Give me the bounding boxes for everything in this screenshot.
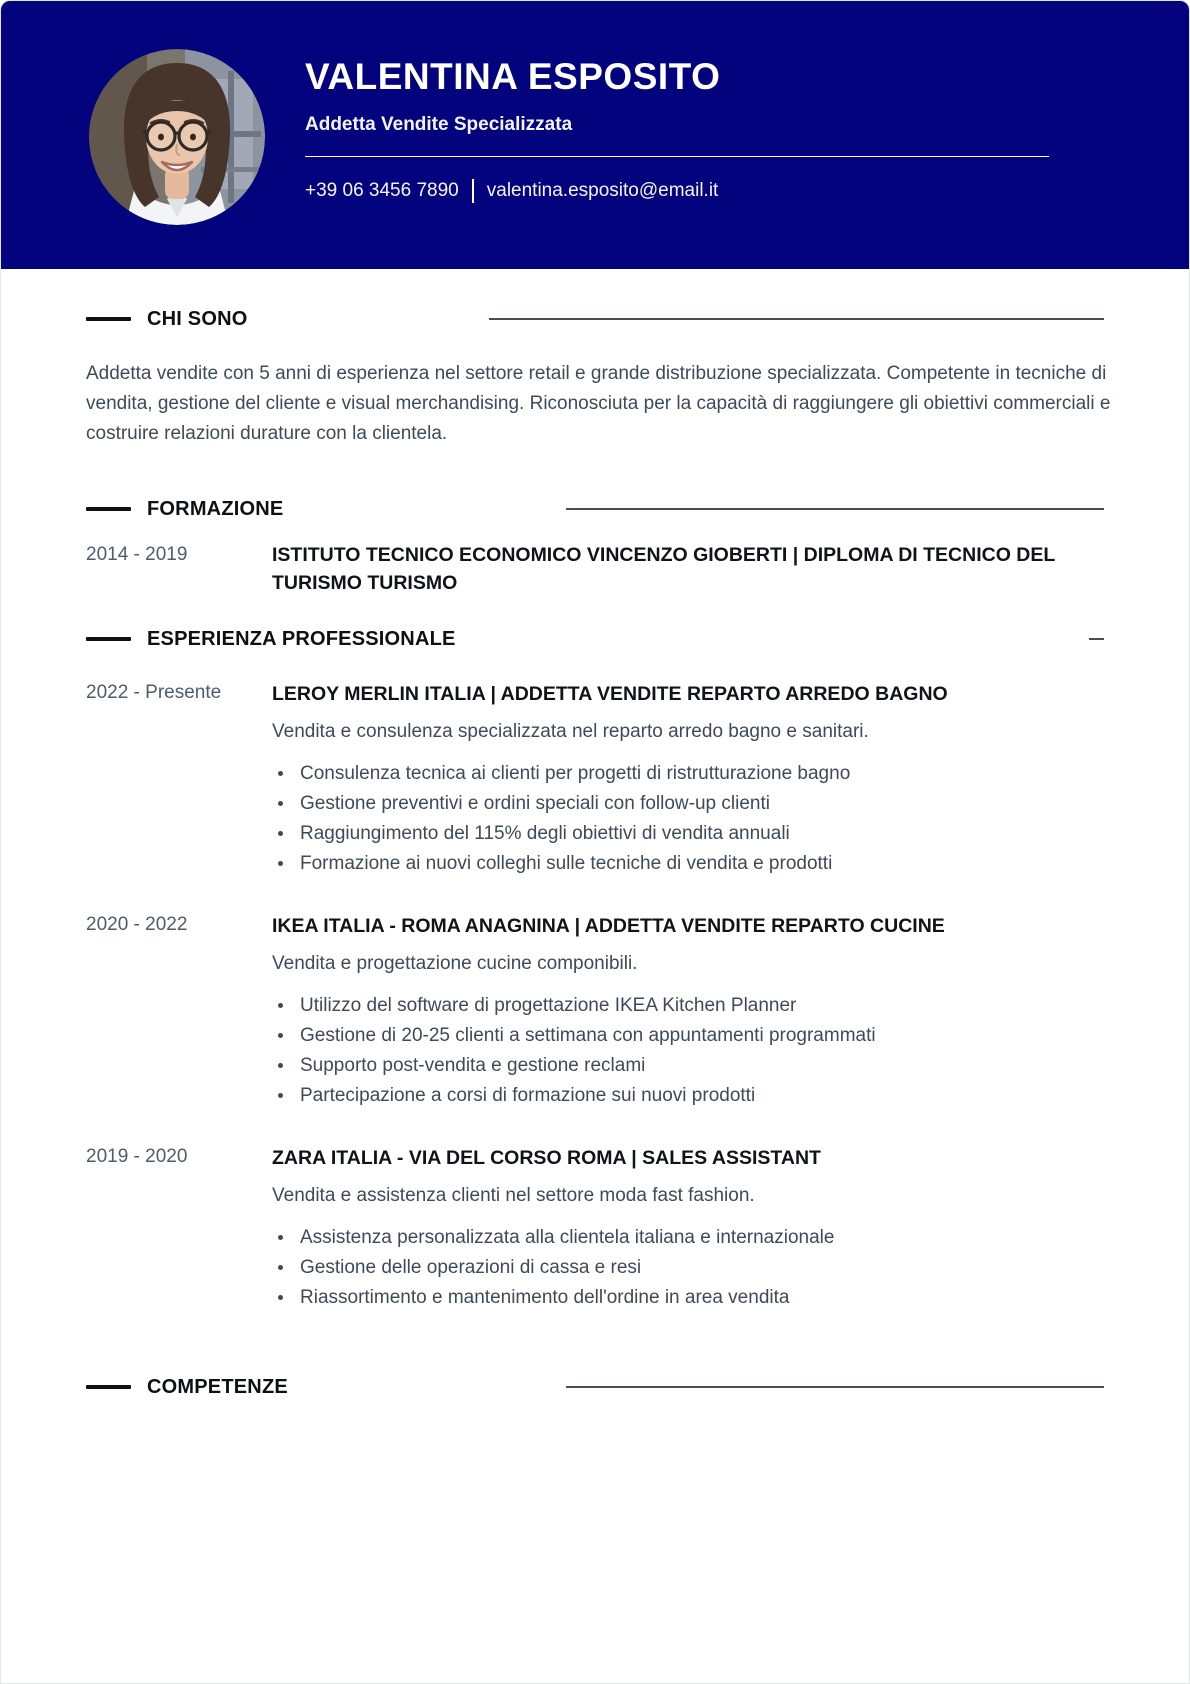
job-bullet-text: Formazione ai nuovi colleghi sulle tecniche di vendita e prodotti: [300, 853, 833, 874]
job-summary: Vendita e consulenza specializzata nel reparto arredo bagno e sanitari.: [272, 721, 869, 742]
email-address: valentina.esposito@email.it: [486, 179, 719, 201]
section-heading-esperienza: [86, 625, 1104, 653]
job-bullet-text: Utilizzo del software di progettazione IKEA Kitchen Planner: [300, 995, 797, 1016]
header-divider-line: [305, 156, 1049, 157]
job-bullet-text: Consulenza tecnica ai clienti per progetti di ristrutturazione bagno: [300, 763, 851, 784]
bullet-dot-icon: [278, 771, 283, 776]
job-bullet-list: [272, 759, 1104, 879]
section-dash: [86, 317, 131, 321]
job-bullet: [272, 1081, 1104, 1111]
job-bullet-text: Supporto post-vendita e gestione reclami: [300, 1055, 646, 1076]
section-rule: [566, 508, 1104, 510]
section-rule: [566, 1386, 1104, 1388]
contact-line: [305, 179, 1104, 203]
section-title-formazione: FORMAZIONE: [147, 497, 284, 520]
phone-number: +39 06 3456 7890: [305, 179, 459, 201]
job-summary: Vendita e progettazione cucine componibili.: [272, 953, 638, 974]
job-bullet: [272, 819, 1104, 849]
bullet-dot-icon: [278, 1295, 283, 1300]
bullet-dot-icon: [278, 1033, 283, 1038]
contact-separator: [472, 179, 474, 203]
job-title: ZARA ITALIA - VIA DEL CORSO ROMA | SALES ASSISTANT: [272, 1147, 821, 1169]
job-bullet-text: Assistenza personalizzata alla clientela italiana e internazionale: [300, 1227, 835, 1248]
cv-body: [1, 305, 1189, 1401]
portrait-image: [89, 49, 265, 225]
education-entry: [86, 541, 1104, 597]
job-bullet-text: Partecipazione a corsi di formazione sui nuovi prodotti: [300, 1085, 756, 1106]
section-heading-chi-sono: [86, 305, 1104, 333]
job-bullet: [272, 759, 1104, 789]
section-heading-formazione: [86, 495, 1104, 523]
cv-header: [1, 1, 1189, 269]
section-rule: [1089, 638, 1104, 640]
section-dash: [86, 1385, 131, 1389]
job-bullet: [272, 1021, 1104, 1051]
job-entry: [86, 679, 1104, 879]
job-bullet: [272, 991, 1104, 1021]
section-dash: [86, 637, 131, 641]
bullet-dot-icon: [278, 1235, 283, 1240]
bullet-dot-icon: [278, 831, 283, 836]
job-period: 2020 - 2022: [86, 914, 188, 935]
job-bullet: [272, 1283, 1104, 1313]
section-title-esperienza: ESPERIENZA PROFESSIONALE: [147, 627, 456, 650]
section-heading-competenze: [86, 1373, 1104, 1401]
job-bullet-list: [272, 1223, 1104, 1313]
bullet-dot-icon: [278, 861, 283, 866]
bullet-dot-icon: [278, 1093, 283, 1098]
header-text-block: [305, 49, 1104, 203]
job-bullet-text: Raggiungimento del 115% degli obiettivi di vendita annuali: [300, 823, 790, 844]
job-bullet-text: Gestione delle operazioni di cassa e resi: [300, 1257, 642, 1278]
job-title: IKEA ITALIA - ROMA ANAGNINA | ADDETTA VENDITE REPARTO CUCINE: [272, 915, 945, 937]
job-bullet: [272, 1223, 1104, 1253]
bullet-dot-icon: [278, 1063, 283, 1068]
job-bullet: [272, 789, 1104, 819]
education-title: ISTITUTO TECNICO ECONOMICO VINCENZO GIOBERTI | DIPLOMA DI TECNICO DEL TURISMO TURISMO: [272, 544, 1055, 594]
job-period: 2019 - 2020: [86, 1146, 188, 1167]
job-bullet-list: [272, 991, 1104, 1111]
section-rule: [489, 318, 1104, 320]
job-entry: [86, 911, 1104, 1111]
section-title-chi-sono: CHI SONO: [147, 307, 248, 330]
job-title: LEROY MERLIN ITALIA | ADDETTA VENDITE REPARTO ARREDO BAGNO: [272, 683, 948, 705]
section-title-competenze: COMPETENZE: [147, 1375, 288, 1398]
job-bullet: [272, 1051, 1104, 1081]
job-bullet: [272, 849, 1104, 879]
about-paragraph: Addetta vendite con 5 anni di esperienza nel settore retail e grande distribuzione specializzata. Competente in tecniche di vendita, gestione del cliente e visual merchandising. Riconosciuta per la capacità di raggiungere gli obiettivi commerciali e costruire relazioni durature con la clientela.: [86, 363, 1111, 444]
profile-photo: [89, 49, 265, 225]
education-period: 2014 - 2019: [86, 544, 188, 565]
job-summary: Vendita e assistenza clienti nel settore moda fast fashion.: [272, 1185, 755, 1206]
job-bullet-text: Gestione di 20-25 clienti a settimana con appuntamenti programmati: [300, 1025, 876, 1046]
bullet-dot-icon: [278, 801, 283, 806]
job-bullet: [272, 1253, 1104, 1283]
job-period: 2022 - Presente: [86, 682, 222, 703]
job-entry: [86, 1143, 1104, 1313]
job-bullet-text: Gestione preventivi e ordini speciali con follow-up clienti: [300, 793, 770, 814]
person-name: VALENTINA ESPOSITO: [305, 56, 721, 97]
section-dash: [86, 507, 131, 511]
bullet-dot-icon: [278, 1265, 283, 1270]
job-bullet-text: Riassortimento e mantenimento dell'ordine in area vendita: [300, 1287, 790, 1308]
person-job-title: Addetta Vendite Specializzata: [305, 113, 573, 135]
bullet-dot-icon: [278, 1003, 283, 1008]
